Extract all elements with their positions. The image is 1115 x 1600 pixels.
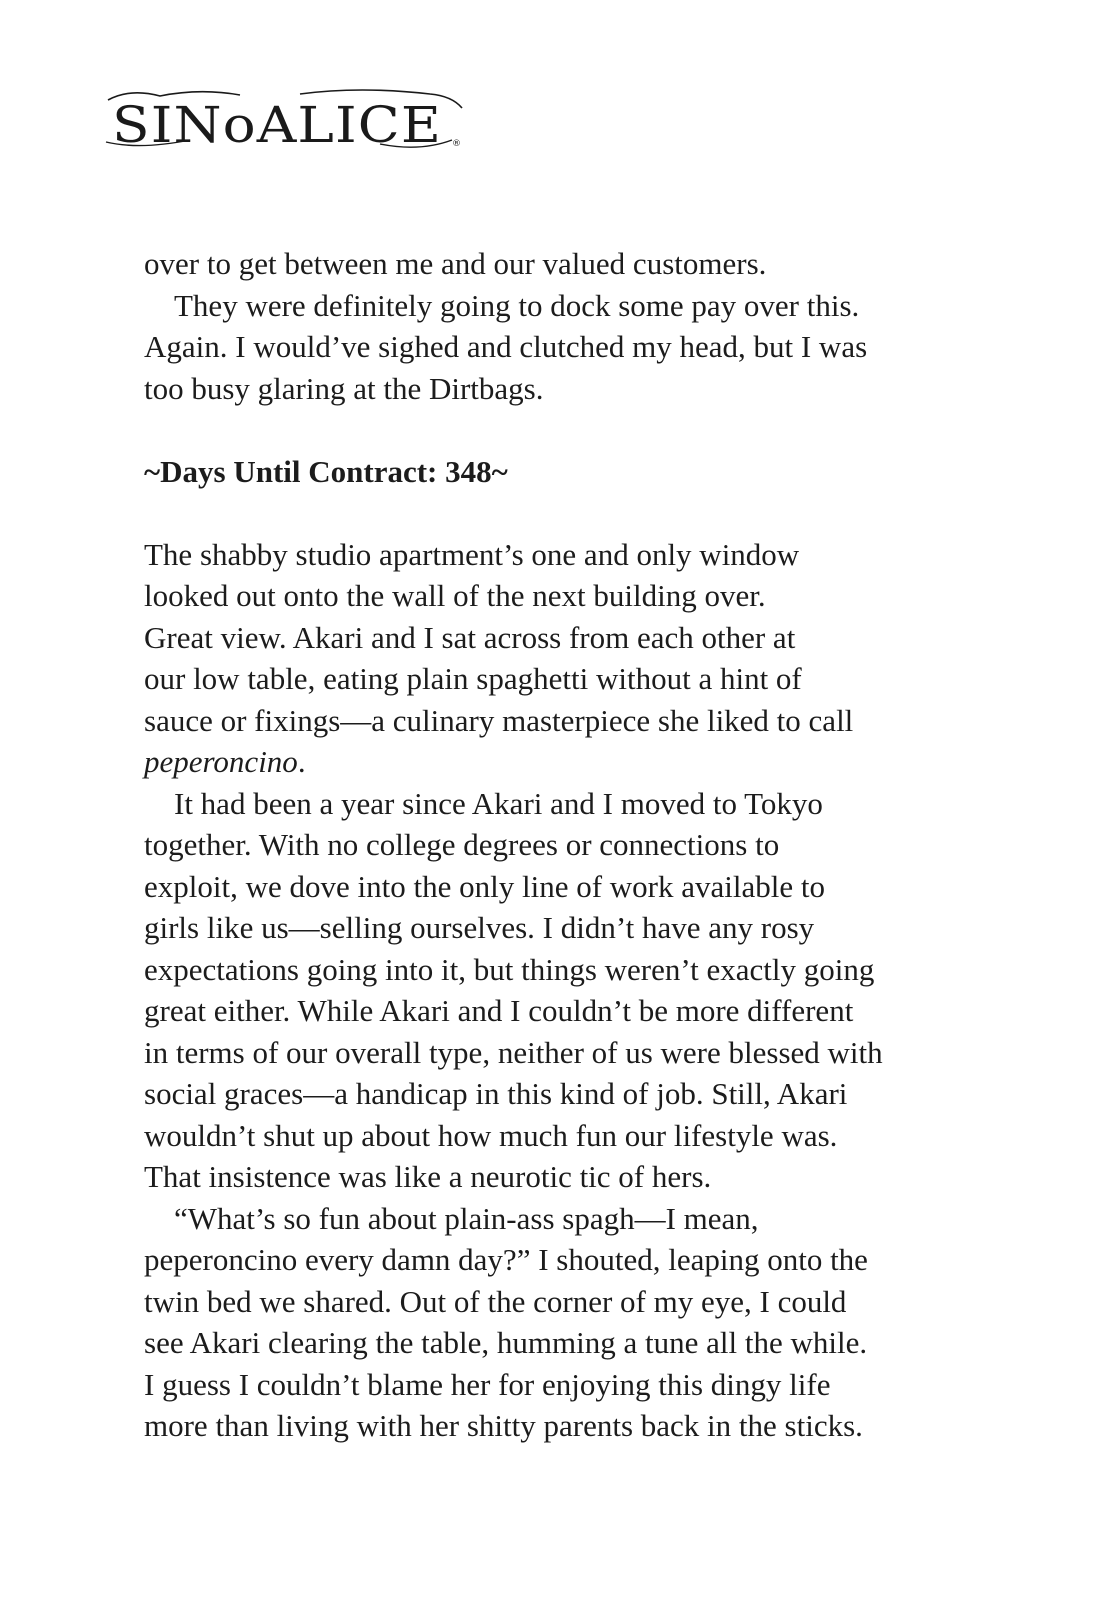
paragraph [144, 1198, 964, 1447]
text-line: too busy glaring at the Dirtbags. [144, 370, 544, 406]
text-line: exploit, we dove into the only line of work available to [144, 868, 825, 904]
text-line: sauce or fixings—a culinary masterpiece she liked to call [144, 702, 854, 738]
text-line: our low table, eating plain spaghetti without a hint of [144, 661, 802, 696]
text-line: The shabby studio apartment’s one and only window [144, 536, 800, 572]
text-line: girls like us—selling ourselves. I didn’t have any rosy [144, 910, 815, 945]
text-line: “What’s so fun about plain-ass spagh—I mean, [174, 1200, 759, 1236]
logo-trademark: ® [452, 139, 461, 149]
text-line: in terms of our overall type, neither of us were blessed with [144, 1034, 883, 1070]
text-line: see Akari clearing the table, humming a tune all the while. [144, 1325, 868, 1360]
text-line [144, 741, 964, 783]
paragraph [144, 783, 964, 1198]
paragraph [144, 243, 964, 409]
logo-text: SINoALICE [112, 96, 442, 154]
text-line: expectations going into it, but things weren’t exactly going [144, 951, 875, 987]
text-line: Great view. Akari and I sat across from each other at [144, 619, 796, 655]
text-line: more than living with her shitty parents back in the sticks. [144, 1408, 863, 1443]
text-line: wouldn’t shut up about how much fun our lifestyle was. [144, 1117, 838, 1153]
sinoalice-logo [100, 82, 470, 162]
section-heading: ~Days Until Contract: 348~ [144, 454, 508, 489]
text-line: over to get between me and our valued customers. [144, 246, 767, 281]
text-line: That insistence was like a neurotic tic of hers. [144, 1159, 712, 1194]
text-line: together. With no college degrees or connections to [144, 827, 780, 862]
text-line: I guess I couldn’t blame her for enjoying this dingy life [144, 1366, 831, 1402]
text-line: They were definitely going to dock some pay over this. [174, 287, 860, 323]
body-text [144, 243, 964, 1447]
text-line: Again. I would’ve sighed and clutched my head, but I was [144, 329, 868, 364]
text-line: twin bed we shared. Out of the corner of my eye, I could [144, 1283, 847, 1319]
italic-word: peperoncino [144, 744, 298, 779]
text-line: great either. While Akari and I couldn’t be more different [144, 993, 854, 1028]
text-line: social graces—a handicap in this kind of job. Still, Akari [144, 1076, 848, 1111]
text-line: It had been a year since Akari and I moved to Tokyo [174, 785, 823, 821]
paragraph [144, 534, 964, 783]
text-line: looked out onto the wall of the next building over. [144, 578, 766, 613]
italic-suffix: . [297, 744, 306, 779]
text-line: peperoncino every damn day?” I shouted, leaping onto the [144, 1242, 868, 1277]
